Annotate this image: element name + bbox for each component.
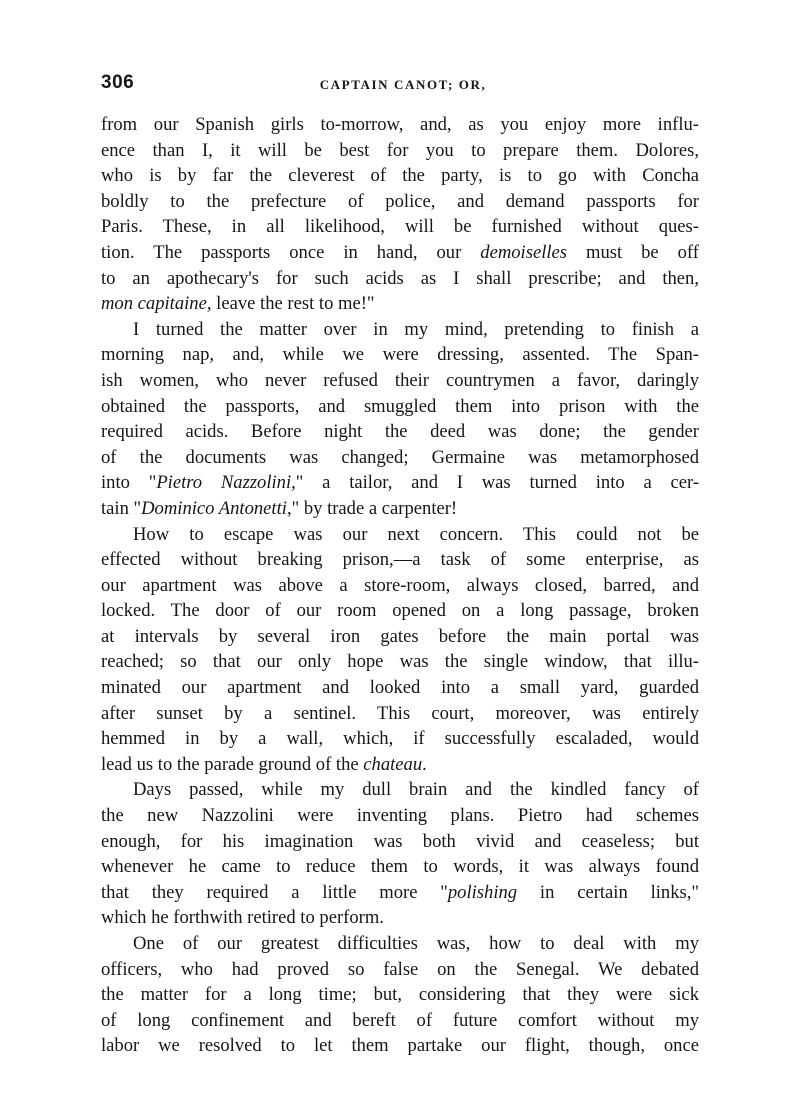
text-run: who is by far the cleverest of the party, is to go with Concha bbox=[101, 165, 699, 187]
text-run: after sunset by a sentinel. This court, moreover, was entirely bbox=[101, 702, 699, 724]
italic-text: Dominico Antonetti bbox=[141, 497, 287, 519]
text-run: ence than I, it will be best for you to prepare them. Dolores, bbox=[101, 139, 699, 161]
text-line bbox=[101, 649, 699, 675]
text-line bbox=[101, 880, 699, 906]
page-header bbox=[101, 70, 699, 104]
text-line bbox=[101, 368, 699, 394]
paragraph bbox=[101, 777, 699, 931]
text-line bbox=[101, 982, 699, 1008]
italic-text: demoiselles bbox=[480, 241, 568, 263]
text-line bbox=[101, 1008, 699, 1034]
text-line bbox=[101, 573, 699, 599]
text-run: . bbox=[422, 753, 427, 775]
text-line bbox=[101, 854, 699, 880]
text-run: of the documents was changed; Germaine was metamorphosed bbox=[101, 446, 699, 468]
text-run: required acids. Before night the deed was done; the gender bbox=[101, 421, 699, 443]
text-line bbox=[101, 496, 699, 522]
italic-text: Pietro Nazzolini bbox=[156, 472, 292, 494]
text-line bbox=[101, 445, 699, 471]
text-line bbox=[101, 342, 699, 368]
text-run: whenever he came to reduce them to words, it was always found bbox=[101, 856, 699, 878]
text-line bbox=[101, 470, 699, 496]
text-run: I turned the matter over in my mind, pretending to finish a bbox=[133, 318, 699, 340]
text-run: obtained the passports, and smuggled them into prison with the bbox=[101, 395, 699, 417]
text-run: Paris. These, in all likelihood, will be furnished without ques- bbox=[101, 216, 699, 238]
text-line bbox=[101, 138, 699, 164]
text-line bbox=[101, 163, 699, 189]
text-line bbox=[101, 394, 699, 420]
text-line bbox=[101, 598, 699, 624]
text-run: hemmed in by a wall, which, if successfully escaladed, would bbox=[101, 728, 699, 750]
text-run: enough, for his imagination was both vivid and ceaseless; but bbox=[101, 830, 699, 852]
text-run: in certain links," bbox=[517, 881, 699, 903]
text-line bbox=[101, 317, 699, 343]
text-line bbox=[101, 291, 699, 317]
paragraph bbox=[101, 522, 699, 778]
text-run: ish women, who never refused their countrymen a favor, daringly bbox=[101, 369, 699, 391]
text-line bbox=[101, 1033, 699, 1059]
italic-text: chateau bbox=[363, 753, 423, 775]
text-run: minated our apartment and looked into a small yard, guarded bbox=[101, 677, 699, 699]
running-title: CAPTAIN CANOT; OR, bbox=[319, 77, 487, 92]
paragraph bbox=[101, 112, 699, 317]
text-run: into " bbox=[101, 472, 157, 494]
text-run: boldly to the prefecture of police, and demand passports for bbox=[101, 190, 699, 212]
text-line bbox=[101, 624, 699, 650]
text-line bbox=[101, 701, 699, 727]
text-line bbox=[101, 419, 699, 445]
italic-text: mon capitaine bbox=[101, 293, 207, 315]
text-line bbox=[101, 803, 699, 829]
text-line bbox=[101, 214, 699, 240]
text-run: tion. The passports once in hand, our bbox=[101, 241, 481, 263]
text-run: reached; so that our only hope was the single window, that illu- bbox=[101, 651, 699, 673]
book-page bbox=[101, 70, 699, 1059]
text-run: officers, who had proved so false on the Senegal. We debated bbox=[101, 958, 699, 980]
text-run: the matter for a long time; but, considering that they were sick bbox=[101, 984, 699, 1006]
text-run: tain " bbox=[101, 497, 142, 519]
text-run: ," a tailor, and I was turned into a cer- bbox=[291, 472, 700, 494]
text-run: the new Nazzolini were inventing plans. Pietro had schemes bbox=[101, 805, 699, 827]
text-line bbox=[101, 266, 699, 292]
italic-text: polishing bbox=[447, 881, 518, 903]
text-line bbox=[101, 522, 699, 548]
text-run: labor we resolved to let them partake our flight, though, once bbox=[101, 1035, 699, 1057]
text-line bbox=[101, 675, 699, 701]
text-run: of long confinement and bereft of future comfort without my bbox=[101, 1009, 699, 1031]
text-line bbox=[101, 777, 699, 803]
text-run: lead us to the parade ground of the bbox=[101, 753, 364, 775]
paragraph bbox=[101, 317, 699, 522]
text-run: that they required a little more " bbox=[101, 881, 448, 903]
text-run: locked. The door of our room opened on a long passage, broken bbox=[101, 600, 699, 622]
page-number: 306 bbox=[101, 72, 135, 93]
text-line bbox=[101, 547, 699, 573]
text-run: must be off bbox=[567, 241, 699, 263]
text-run: from our Spanish girls to-morrow, and, as you enjoy more influ- bbox=[101, 114, 699, 135]
text-run: effected without breaking prison,—a task of some enterprise, as bbox=[101, 549, 699, 571]
text-run: morning nap, and, while we were dressing, assented. The Span- bbox=[101, 344, 699, 366]
text-line bbox=[101, 112, 699, 138]
text-line bbox=[101, 240, 699, 266]
text-line bbox=[101, 726, 699, 752]
text-run: ," by trade a carpenter! bbox=[286, 497, 458, 519]
text-line bbox=[101, 931, 699, 957]
text-line bbox=[101, 189, 699, 215]
text-run: How to escape was our next concern. This could not be bbox=[133, 523, 699, 545]
text-run: , leave the rest to me!" bbox=[206, 293, 375, 315]
text-run: at intervals by several iron gates before the main portal was bbox=[101, 625, 699, 647]
text-run: our apartment was above a store-room, always closed, barred, and bbox=[101, 574, 699, 596]
text-run: One of our greatest difficulties was, how to deal with my bbox=[133, 933, 699, 954]
paragraph bbox=[101, 931, 699, 1059]
text-line bbox=[101, 957, 699, 983]
text-line bbox=[101, 752, 699, 778]
body-text bbox=[101, 112, 699, 1059]
text-line bbox=[101, 905, 699, 931]
text-run: to an apothecary's for such acids as I shall prescribe; and then, bbox=[101, 267, 699, 289]
text-line bbox=[101, 829, 699, 855]
text-run: which he forthwith retired to perform. bbox=[101, 907, 384, 929]
text-run: Days passed, while my dull brain and the kindled fancy of bbox=[133, 779, 699, 801]
